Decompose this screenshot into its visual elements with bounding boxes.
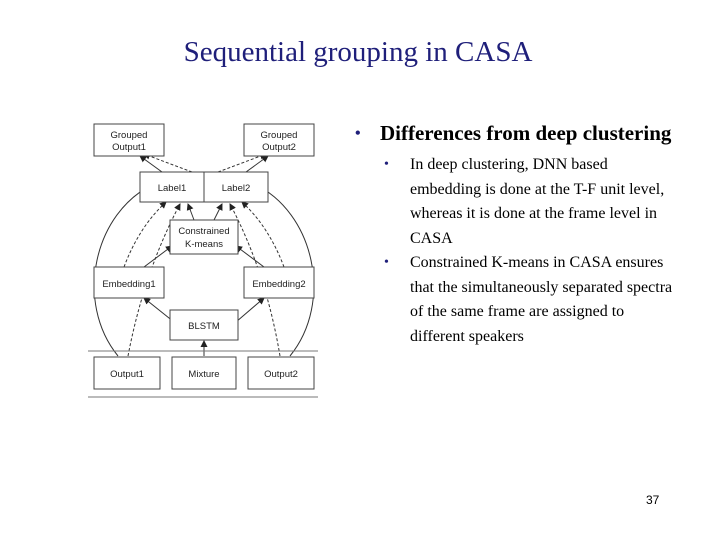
svg-text:Embedding1: Embedding1 — [102, 279, 156, 290]
svg-text:Grouped: Grouped — [110, 130, 148, 141]
label2-box — [204, 172, 268, 202]
blstm-box — [170, 310, 238, 340]
page-number: 37 — [646, 493, 660, 507]
constrained-kmeans-box — [170, 220, 238, 254]
grouped-output2-box — [244, 124, 314, 156]
svg-text:BLSTM: BLSTM — [188, 321, 220, 332]
bullet-main-text: Differences from deep clustering — [380, 121, 672, 145]
output1-box — [94, 357, 160, 389]
embedding2-box — [244, 267, 314, 298]
svg-text:Embedding2: Embedding2 — [252, 279, 306, 290]
svg-text:Output2: Output2 — [264, 369, 298, 380]
svg-text:Mixture: Mixture — [188, 369, 220, 380]
bullet-main — [352, 120, 682, 147]
slide-title: Sequential grouping in CASA — [183, 36, 533, 68]
svg-text:Label2: Label2 — [221, 183, 251, 194]
bullet-dot-icon: • — [355, 125, 361, 142]
svg-text:K-means: K-means — [184, 239, 224, 250]
mixture-box — [172, 357, 236, 389]
bullet-dot-icon: • — [384, 255, 389, 270]
sub-bullet-1-text: In deep clustering, DNN based embedding is done at the T-F unit level, whereas it is done at the frame level in CASA — [410, 156, 665, 247]
sub-bullet-list — [352, 153, 682, 349]
sub-bullet-1 — [382, 153, 682, 251]
label1-box — [140, 172, 204, 202]
bullet-list — [352, 120, 682, 349]
sub-bullet-2-text: Constrained K-means in CASA ensures that the simultaneously separated spectra of the same frame are assigned to different speakers — [410, 254, 673, 345]
embedding1-box — [94, 267, 164, 298]
grouped-output1-box — [94, 124, 164, 156]
svg-text:Constrained: Constrained — [178, 226, 230, 237]
svg-text:Output1: Output1 — [110, 369, 144, 380]
output2-box — [248, 357, 314, 389]
architecture-diagram — [84, 112, 322, 402]
bullet-dot-icon: • — [384, 157, 389, 172]
svg-text:Grouped: Grouped — [260, 130, 298, 141]
svg-text:Output2: Output2 — [262, 142, 296, 153]
sub-bullet-2 — [382, 251, 682, 349]
svg-text:Label1: Label1 — [157, 183, 187, 194]
svg-text:Output1: Output1 — [112, 142, 146, 153]
